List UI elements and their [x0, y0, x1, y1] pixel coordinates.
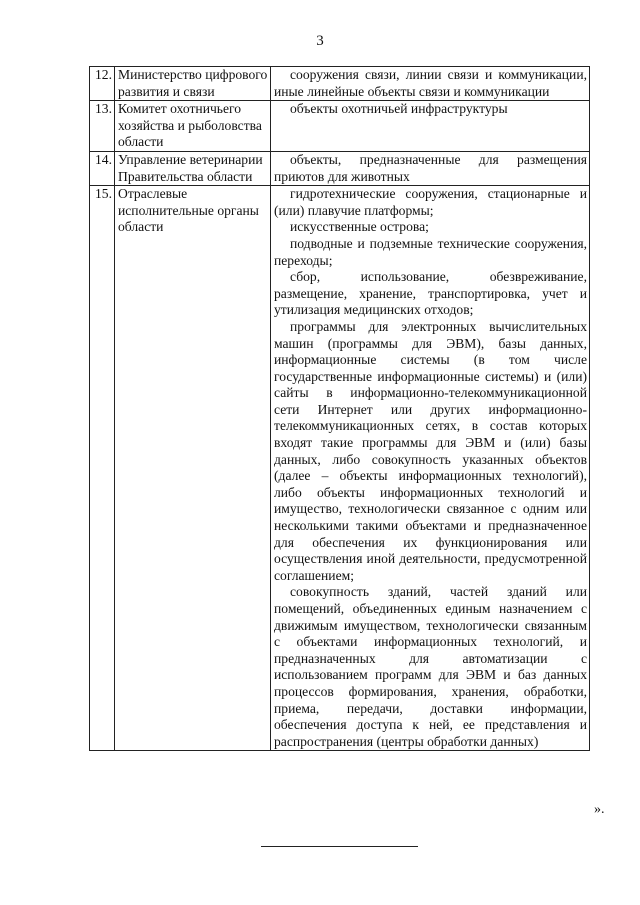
organization-cell: Комитет охотничьего хозяйства и рыболовства области: [115, 101, 271, 152]
object-item: гидротехнические сооружения, стационарные и (или) плавучие платформы;: [274, 186, 587, 218]
row-number: 15.: [90, 186, 115, 751]
agencies-table: [89, 66, 590, 751]
objects-cell: [271, 67, 590, 101]
table-row: [90, 67, 590, 101]
row-number: 12.: [90, 67, 115, 101]
organization-cell: Управление ветеринарии Правительства области: [115, 151, 271, 185]
row-number: 13.: [90, 101, 115, 152]
object-item: программы для электронных вычислительных машин (программы для ЭВМ), базы данных, информационные системы (в том числе государственные информационные системы) и (или) сайты в информационно-телекоммуникационной сети Интернет или других информационно-телекоммуникационных сетях, в состав которых входят такие программы для ЭВМ и (или) базы данных, либо совокупность указанных объектов (далее – объекты информационных технологий), либо объекты информационных технологий и имущество, технологически связанное с одним или несколькими такими объектами и предназначенное для обеспечения их функционирования или осуществления иной деятельности, предусмотренной соглашением;: [274, 318, 587, 583]
object-item: сооружения связи, линии связи и коммуникации, иные линейные объекты связи и коммуникации: [274, 67, 587, 99]
table-row: [90, 186, 590, 751]
table-row: [90, 151, 590, 185]
objects-cell: [271, 186, 590, 751]
page-number: 3: [316, 33, 324, 49]
organization-cell: Министерство цифрового развития и связи: [115, 67, 271, 101]
footer-divider: [261, 846, 418, 847]
object-item: сбор, использование, обезвреживание, размещение, хранение, транспортировка, учет и утилизация медицинских отходов;: [274, 269, 587, 318]
table-row: [90, 101, 590, 152]
objects-cell: [271, 151, 590, 185]
closing-quote-mark: ».: [594, 802, 605, 817]
objects-cell: [271, 101, 590, 152]
object-item: объекты охотничьей инфраструктуры: [290, 101, 508, 117]
object-item: совокупность зданий, частей зданий или помещений, объединенных единым назначением с движимым имуществом, технологически связанным с объектами информационных технологий, и предназначенных для автоматизации с использованием программ для ЭВМ и баз данных процессов формирования, хранения, обработки, приема, передачи, доставки информации, обеспечения доступа к ней, ее представления и распространения (центры обработки данных): [274, 584, 587, 749]
object-item: искусственные острова;: [290, 219, 429, 235]
organization-cell: Отраслевые исполнительные органы области: [115, 186, 271, 751]
row-number: 14.: [90, 151, 115, 185]
object-item: объекты, предназначенные для размещения приютов для животных: [274, 151, 587, 184]
object-item: подводные и подземные технические сооружения, переходы;: [274, 235, 587, 268]
